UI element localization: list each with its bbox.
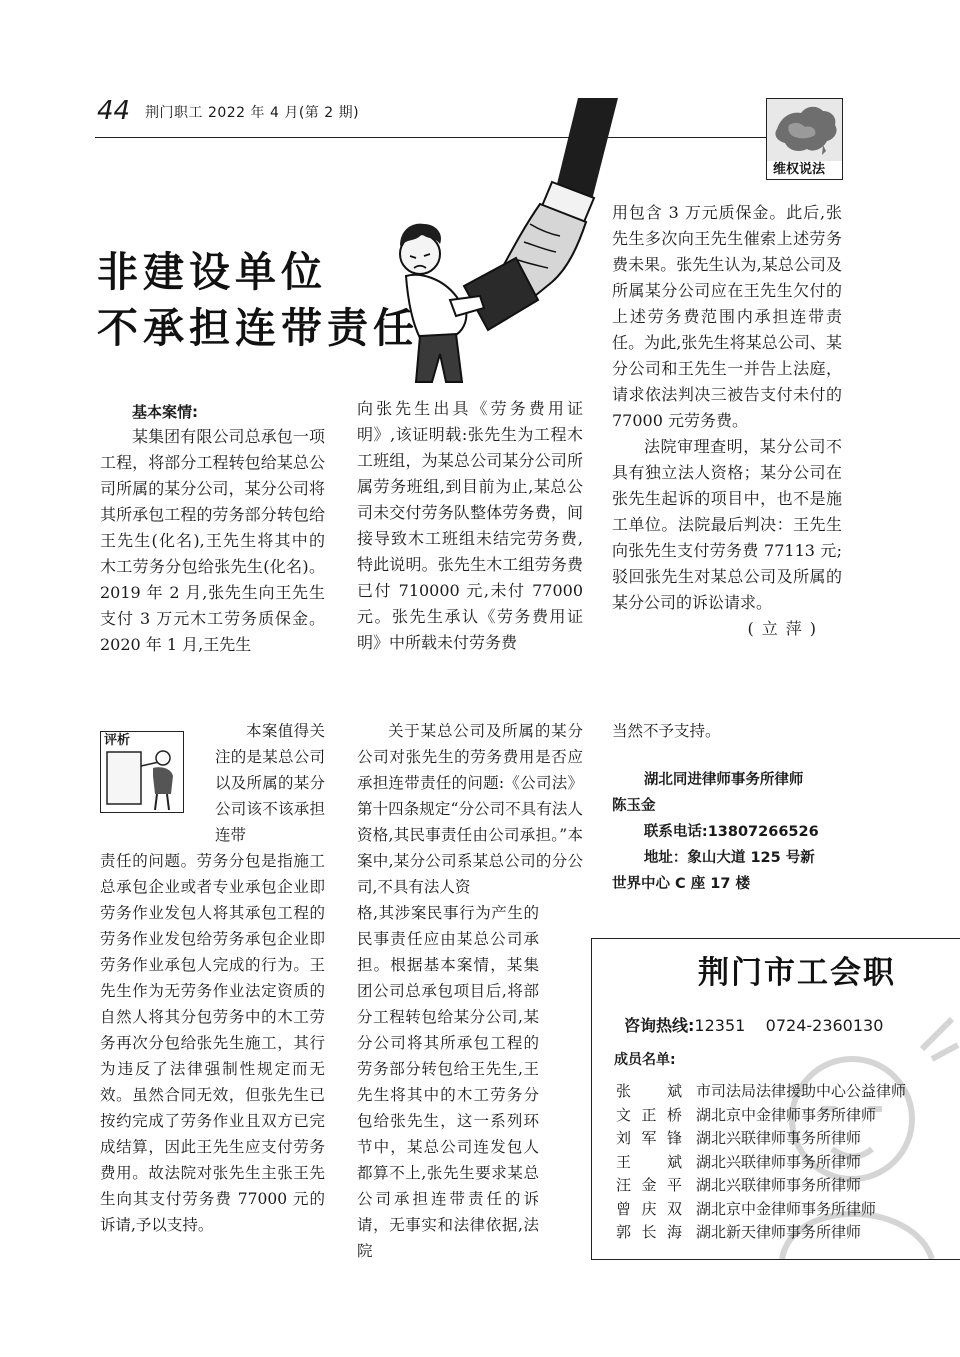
analysis-label: 评析 — [104, 733, 131, 748]
article-title-line-2: 不承担连带责任 — [97, 304, 419, 352]
analysis-paragraph-2: 关于某总公司及所属的某分公司对张先生的劳务费用是否应承担连带责任的问题:《公司法》第十四条规定“分公司不具有法人资格,其民事责任由公司承担。”本案中,某分公司系某总公司的分公司,不具有法人资 — [357, 722, 583, 896]
member-org: 湖北兴联律师事务所律师 — [696, 1129, 862, 1147]
member-row — [616, 1104, 956, 1128]
members-label: 成员名单: — [614, 1052, 676, 1068]
case-paragraph-2: 向张先生出具《劳务费用证明》,该证明载:张先生为工程木工班组，为某总公司某分公司所属劳务班组,到目前为止,某总公司未交付劳务队整体劳务费，间接导致木工班组未结完劳务费,特此说明。张先生木工组劳务费已付 710000 元,未付 77000 元。张先生承认《劳务费用证明》中所载未付劳务费 — [357, 399, 583, 652]
member-name: 郭长海 — [616, 1223, 682, 1241]
lawyer-contact — [612, 767, 844, 897]
analysis-column-1 — [100, 848, 325, 1238]
member-org: 湖北京中金律师事务所律师 — [696, 1105, 877, 1124]
member-org: 湖北兴联律师事务所律师 — [696, 1176, 862, 1194]
member-row — [616, 1080, 956, 1104]
article-title — [97, 244, 457, 356]
column-tag-label: 维权说法 — [773, 162, 826, 177]
member-row — [616, 1198, 956, 1222]
case-column-3 — [612, 200, 842, 642]
member-name: 汪金平 — [616, 1176, 682, 1194]
lawyer-address-1: 地址：象山大道 125 号新 — [643, 850, 815, 866]
china-map-icon — [767, 99, 842, 161]
members-list — [616, 1080, 956, 1245]
analysis-icon-box — [100, 731, 184, 813]
member-name: 刘军锋 — [616, 1129, 682, 1147]
case-paragraph-4: 法院审理查明，某分公司不具有独立法人资格；某分公司在张先生起诉的项目中，也不是施工单位。法院最后判决：王先生向张先生支付劳务费 77113 元;驳回张先生对某总公司及所属的某分公司的诉讼请求。 — [612, 437, 842, 612]
analysis-column-1-top — [215, 718, 325, 848]
analysis-paragraph-3: 格,其涉案民事行为产生的民事责任应由某总公司承担。根据基本案情，某集团公司总承包项目后,将部分工程转包给某分公司,某分公司将其所承包工程的劳务部分转包给王先生,王先生将其中的木工劳务分包给张先生，这一系列环节中，某总公司连发包人都算不上,张先生要求某总公司承担连带责任的诉请，无事实和法律依据,法院 — [357, 904, 539, 1260]
member-org: 湖北京中金律师事务所律师 — [696, 1199, 877, 1218]
union-hotline — [624, 1015, 883, 1037]
page-number: 44 — [97, 96, 131, 126]
case-paragraph-3: 用包含 3 万元质保金。此后,张先生多次向王先生催索上述劳务费未果。张先生认为,某总公司及所属某分公司应在王先生欠付的上述劳务费范围内承担连带责任。为此,张先生将某总公司、某分公司和王先生一并告上法庭，请求依法判决三被告支付未付的 77000 元劳务费。 — [612, 203, 842, 430]
case-section-heading: 基本案情: — [132, 403, 198, 421]
lawyer-address-2: 世界中心 C 座 17 楼 — [612, 876, 751, 892]
article-title-line-1: 非建设单位 — [97, 248, 327, 296]
case-column-2 — [357, 396, 583, 656]
member-name: 文正桥 — [616, 1105, 682, 1124]
member-name: 曾庆双 — [616, 1199, 682, 1218]
union-service-box — [591, 938, 960, 1260]
hotline-numbers: 12351 0724-2360130 — [694, 1016, 884, 1035]
union-title: 荆门市工会职 — [698, 955, 896, 991]
member-row — [616, 1151, 956, 1175]
lawyer-name: 陈玉金 — [612, 798, 656, 814]
column-tag-box — [766, 98, 843, 180]
illustration-sleeve — [556, 98, 618, 200]
member-row — [616, 1127, 956, 1151]
analysis-intro: 本案值得关注的是某总公司以及所属的某分公司该不该承担连带 — [215, 722, 325, 844]
hotline-label: 咨询热线: — [624, 1016, 695, 1035]
analysis-column-2-top — [357, 718, 583, 900]
case-column-1 — [100, 400, 325, 658]
article-author: (立萍) — [747, 619, 824, 638]
analysis-column-2 — [357, 900, 539, 1264]
member-name: 王 斌 — [616, 1152, 682, 1171]
member-row — [616, 1174, 956, 1198]
member-org: 市司法局法律援助中心公益律师 — [696, 1082, 907, 1100]
lawyer-phone: 联系电话:13807266526 — [643, 824, 819, 840]
article-signature — [612, 616, 842, 642]
analysis-paragraph-1: 责任的问题。劳务分包是指施工总承包企业或者专业承包企业即劳务作业发包人将其承包工程的劳务作业发包给劳务承包企业即劳务作业承包人完成的行为。王先生作为无劳务作业法定资质的自然人将其分包劳务中的木工劳务再次分包给张先生施工，其行为违反了法律强制性规定而无效。虽然合同无效，但张先生已按约完成了劳务作业且双方已完成结算，因此王先生应支付劳务费用。故法院对张先生主张王先生向其支付劳务费 77000 元的诉请,予以支持。 — [100, 852, 325, 1234]
analysis-column-3 — [612, 718, 844, 897]
publication-header: 荆门职工 2022 年 4 月(第 2 期) — [145, 105, 360, 121]
member-row — [616, 1221, 956, 1245]
member-org: 湖北兴联律师事务所律师 — [696, 1152, 862, 1171]
member-org: 湖北新天律师事务所律师 — [696, 1223, 862, 1241]
lawyer-firm: 湖北同进律师事务所律师 — [643, 772, 804, 788]
case-paragraph-1: 某集团有限公司总承包一项工程，将部分工程转包给某总公司所属的某分公司，某分公司将其所承包工程的劳务部分转包给王先生(化名),王先生将其中的木工劳务分包给张先生(化名)。2019 年 2 月,张先生向王先生支付 3 万元木工劳务质保金。2020 年 1 月,王先生 — [100, 427, 325, 654]
member-name: 张 斌 — [616, 1082, 682, 1100]
analysis-conclusion: 当然不予支持。 — [612, 722, 721, 740]
teacher-pointing-icon — [101, 732, 183, 812]
